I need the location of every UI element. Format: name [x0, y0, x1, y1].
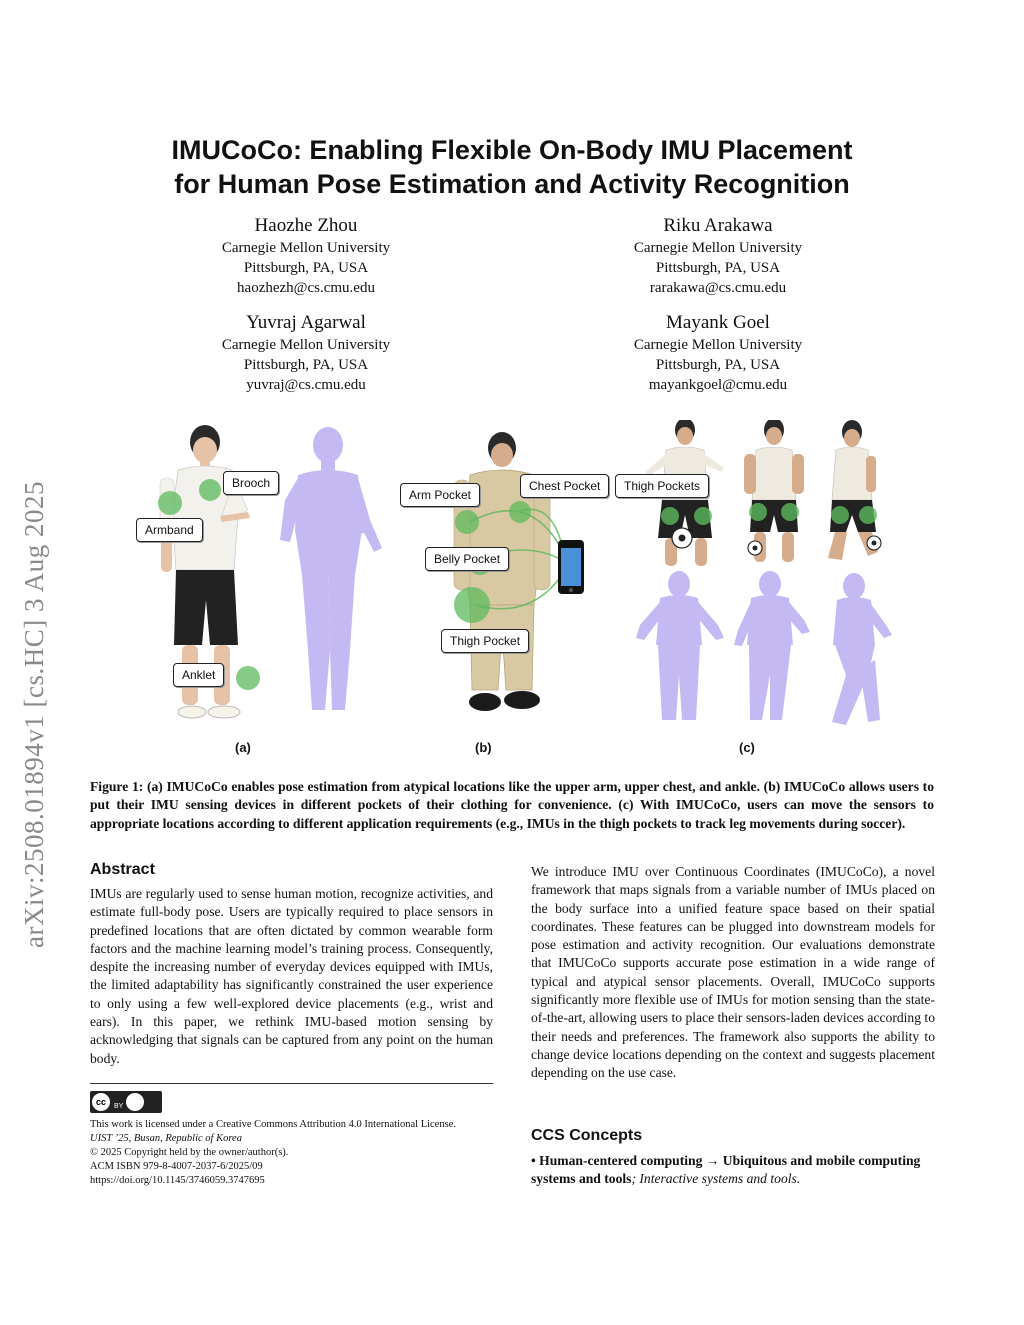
figure-caption: Figure 1: (a) IMUCoCo enables pose estimation from atypical locations like the upper arm, upper chest, and ankle. (b) IMUCoCo allows users to put their IMU sensing devices in different pockets of their clothing for convenience. (c) With IMUCoCo, users can move the sensors to appropriate locations according to different application requirements (e.g., IMUs in the thigh pockets to track leg movements during soccer).: [90, 779, 934, 831]
author-location: Pittsburgh, PA, USA: [655, 260, 781, 276]
paper-title: [90, 133, 934, 201]
title-line-1: IMUCoCo: Enabling Flexible On-Body IMU Placement: [171, 135, 853, 165]
author-block-2: [568, 214, 868, 298]
author-email[interactable]: rarakawa@cs.cmu.edu: [649, 280, 787, 296]
copyright-line: © 2025 Copyright held by the owner/author(s).: [90, 1147, 289, 1158]
person-c-2: [744, 420, 804, 562]
author-location: Pittsburgh, PA, USA: [655, 357, 781, 373]
author-block-4: [568, 311, 868, 395]
callout-belly-pocket: Belly Pocket: [425, 547, 509, 571]
callout-armband: Armband: [136, 518, 203, 542]
conference-venue: UIST ’25, Busan, Republic of Korea: [90, 1133, 242, 1144]
callout-thigh-pockets: Thigh Pockets: [615, 474, 709, 498]
author-affiliation: Carnegie Mellon University: [633, 240, 803, 256]
author-location: Pittsburgh, PA, USA: [243, 357, 369, 373]
author-name: Haozhe Zhou: [254, 215, 358, 236]
panel-label-c: (c): [739, 740, 755, 755]
ccs-bold-concepts: • Human-centered computing → Ubiquitous and mobile computing systems and tools: [531, 1153, 921, 1187]
cc-logo-icon: cc: [92, 1093, 110, 1111]
author-email[interactable]: yuvraj@cs.cmu.edu: [246, 377, 366, 393]
license-statement: This work is licensed under a Creative Commons Attribution 4.0 International License.: [90, 1119, 456, 1130]
creative-commons-badge[interactable]: cc BY: [90, 1091, 162, 1113]
panel-label-b: (b): [475, 740, 492, 755]
avatars-c: [636, 571, 892, 725]
callout-brooch: Brooch: [223, 471, 279, 495]
doi-link[interactable]: https://doi.org/10.1145/3746059.3747695: [90, 1175, 265, 1186]
person-c-3: [828, 420, 881, 560]
license-block: [90, 1118, 510, 1188]
intro-paragraph: We introduce IMU over Continuous Coordinates (IMUCoCo), a novel framework that maps signals from a variable number of IMUs placed on the body surface into a unified feature space based on their spatial coordinates. These features can be plugged into downstream models for pose estimation and activity recognition. Our evaluations demonstrate that IMUCoCo supports accurate pose estimation in a wide range of typical and atypical sensor placements. Overall, IMUCoCo supports significantly more flexible use of IMUs for motion sensing than the state-of-the-art, allowing users to place their sensors-laden devices according to their needs and preferences. The framework also supports the ability to change device locations depending on the context and suggests placement depending on the use case.: [531, 864, 935, 1081]
abstract-text: IMUs are regularly used to sense human motion, recognize activities, and estimate full-body pose. Users are typically required to place sensors in predefined locations that are often dictated by common wearable form factors and the machine learning model’s training process. Consequently, despite the increasing number of everyday devices equipped with IMUs, the limited adaptability has significantly constrained the user experience to only using a few well-explored device placements (e.g., wrist and ears). In this paper, we rethink IMU-based motion sensing by acknowledging that signals can be captured from any point on the human body.: [90, 886, 493, 1066]
ccs-heading: CCS Concepts: [531, 1127, 643, 1144]
author-name: Mayank Goel: [666, 312, 770, 333]
callout-arm-pocket: Arm Pocket: [400, 483, 480, 507]
title-line-2: for Human Pose Estimation and Activity Recognition: [174, 169, 850, 199]
attribution-person-icon: [126, 1093, 144, 1111]
abstract-heading: Abstract: [90, 861, 155, 878]
panel-label-a: (a): [235, 740, 251, 755]
arxiv-identifier: arXiv:2508.01894v1 [cs.HC] 3 Aug 2025: [19, 481, 49, 948]
callout-thigh-pocket: Thigh Pocket: [441, 629, 529, 653]
author-location: Pittsburgh, PA, USA: [243, 260, 369, 276]
author-email[interactable]: haozhezh@cs.cmu.edu: [237, 280, 375, 296]
author-name: Riku Arakawa: [663, 215, 773, 236]
author-email[interactable]: mayankgoel@cmu.edu: [648, 377, 788, 393]
callout-chest-pocket: Chest Pocket: [520, 474, 609, 498]
ccs-concepts: [531, 1152, 935, 1189]
figure-1: [130, 420, 910, 760]
author-name: Yuvraj Agarwal: [246, 312, 366, 333]
ccs-italic-concepts: ; Interactive systems and tools.: [631, 1171, 801, 1187]
author-affiliation: Carnegie Mellon University: [633, 337, 803, 353]
author-affiliation: Carnegie Mellon University: [221, 240, 391, 256]
isbn-line: ACM ISBN 979-8-4007-2037-6/2025/09: [90, 1161, 263, 1172]
avatar-a: [280, 427, 382, 710]
author-block-3: [156, 311, 456, 395]
author-affiliation: Carnegie Mellon University: [221, 337, 391, 353]
footnote-divider: [90, 1083, 493, 1084]
callout-anklet: Anklet: [173, 663, 224, 687]
author-block-1: [156, 214, 456, 298]
